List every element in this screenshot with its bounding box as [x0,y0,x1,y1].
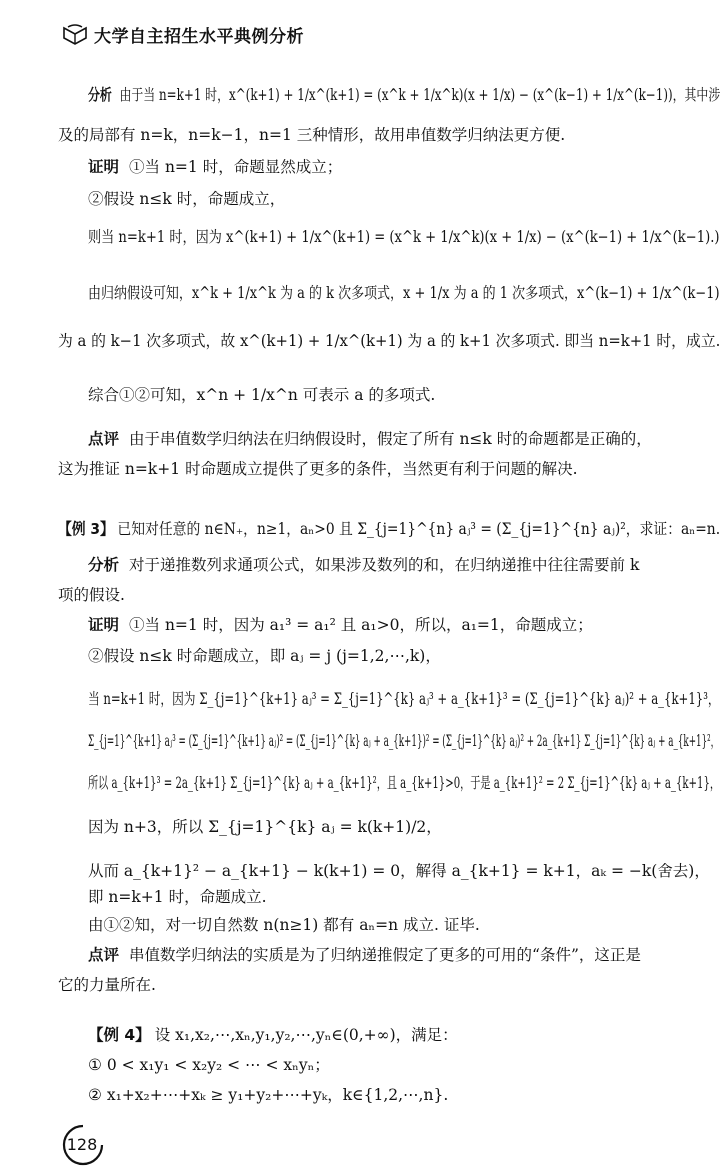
text: 这为推证 n=k+1 时命题成立提供了更多的条件，当然更有利于问题的解决. [58,460,578,478]
proof-line-1 [88,156,342,178]
example-3-statement [58,518,720,540]
keyword-analysis: 分析 [88,556,120,574]
book-logo-icon [62,24,88,46]
text: ①当 n=1 时，因为 a₁³ = a₁² 且 a₁>0，所以，a₁=1，命题成立； [129,616,593,634]
text: ②假设 n≤k 时，命题成立， [88,190,286,208]
text: 综合①②可知，x^n + 1/x^n 可表示 a 的多项式. [88,386,436,404]
text: 由归纳假设可知，x^k + 1/x^k 为 a 的 k 次多项式，x + 1/x 为 a 的 1 次多项式，x^(k−1) + 1/x^(k−1) [88,284,720,302]
proof-line-5 [58,330,720,352]
ex3-proof-line-4 [88,730,719,752]
text: 所以 a_{k+1}³ = 2a_{k+1} Σ_{j=1}^{k} aⱼ + a_{k+1}²，且 a_{k+1}>0，于是 a_{k+1}² = 2 Σ_{j=1}^{k} aⱼ + a_{k+1}， [88,774,721,792]
ex3-proof-line-9 [88,914,480,936]
page-number-badge [62,1124,104,1166]
ex3-proof-line-2 [88,645,441,667]
keyword-analysis: 分析 [88,86,112,104]
ex3-comment-line-1 [88,944,641,966]
ex3-analysis-line-2 [58,584,125,606]
ex3-analysis-line-1 [88,554,639,576]
text: 串值数学归纳法的实质是为了归纳递推假定了更多的可用的“条件”，这正是 [129,946,641,964]
page-number: 128 [66,1134,98,1154]
text: 由于当 n=k+1 时，x^(k+1) + 1/x^(k+1) = (x^k + 1/x^k)(x + 1/x) − (x^(k−1) + 1/x^(k−1))，其中涉 [119,86,721,104]
text: 由①②知，对一切自然数 n(n≥1) 都有 aₙ=n 成立. 证毕. [88,916,480,934]
text: Σ_{j=1}^{k+1} aⱼ³ = (Σ_{j=1}^{k+1} aⱼ)² = (Σ_{j=1}^{k} aⱼ + a_{k+1})² = (Σ_{j=1}^{k} aⱼ)² + 2a_{k+1} Σ_{j=1}^{k} aⱼ + a_{k+1}²， [88,732,720,750]
keyword-proof: 证明 [88,616,120,634]
proof-line-4 [88,282,720,304]
text: 设 x₁,x₂,⋯,xₙ,y₁,y₂,⋯,yₙ∈(0,+∞)，满足： [154,1026,458,1044]
running-header [62,22,304,47]
keyword-comment: 点评 [88,430,120,448]
text: 由于串值数学归纳法在归纳假设时，假定了所有 n≤k 时的命题都是正确的， [129,430,652,448]
text: 从而 a_{k+1}² − a_{k+1} − k(k+1) = 0，解得 a_{k+1} = k+1，aₖ = −k(舍去)， [88,862,710,880]
proof-line-2 [88,188,285,210]
ex3-proof-line-8 [88,886,267,908]
ex3-comment-line-2 [58,974,156,996]
proof-line-6 [88,384,435,406]
comment-line-1 [88,428,652,450]
example-3-label: 【例 3】 [58,520,114,538]
example-4-condition-2 [88,1084,448,1106]
proof-line-3 [88,226,720,248]
ex3-proof-line-5 [88,772,720,794]
ex3-proof-line-7 [88,860,710,882]
keyword-comment: 点评 [88,946,120,964]
ex3-proof-line-1 [88,614,593,636]
example-4-condition-1 [88,1054,330,1076]
analysis-line-1 [88,84,720,106]
text: ② x₁+x₂+⋯+xₖ ≥ y₁+y₂+⋯+yₖ，k∈{1,2,⋯,n}. [88,1086,449,1104]
text: 已知对任意的 n∈N₊，n≥1，aₙ>0 且 Σ_{j=1}^{n} aⱼ³ = (Σ_{j=1}^{n} aⱼ)²，求证：aₙ=n. [117,520,721,538]
text: ①当 n=1 时，命题显然成立； [129,158,343,176]
text: ① 0 < x₁y₁ < x₂y₂ < ⋯ < xₙyₙ； [88,1056,330,1074]
text: 项的假设. [58,586,125,604]
text: 当 n=k+1 时，因为 Σ_{j=1}^{k+1} aⱼ³ = Σ_{j=1}^{k} aⱼ³ + a_{k+1}³ = (Σ_{j=1}^{k} aⱼ)² + a_{k+1}³， [88,690,720,708]
keyword-proof: 证明 [88,158,120,176]
analysis-line-2 [58,124,565,146]
header-title: 大学自主招生水平典例分析 [94,27,304,47]
text: 则当 n=k+1 时，因为 x^(k+1) + 1/x^(k+1) = (x^k + 1/x^k)(x + 1/x) − (x^(k−1) + 1/x^(k−1).) [88,228,720,246]
example-4-label: 【例 4】 [88,1026,151,1044]
text: 它的力量所在. [58,976,156,994]
text: 为 a 的 k−1 次多项式，故 x^(k+1) + 1/x^(k+1) 为 a 的 k+1 次多项式. 即当 n=k+1 时，成立. [58,332,721,350]
ex3-proof-line-3 [88,688,720,710]
example-4-statement [88,1024,458,1046]
comment-line-2 [58,458,578,480]
text: 因为 n+3，所以 Σ_{j=1}^{k} aⱼ = k(k+1)/2， [88,818,442,836]
ex3-proof-line-6 [88,816,442,838]
text: 即 n=k+1 时，命题成立. [88,888,267,906]
text: ②假设 n≤k 时命题成立，即 aⱼ = j (j=1,2,⋯,k)， [88,647,441,665]
text: 对于递推数列求通项公式，如果涉及数列的和，在归纳递推中往往需要前 k [129,556,640,574]
text: 及的局部有 n=k，n=k−1，n=1 三种情形，故用串值数学归纳法更方便. [58,126,566,144]
